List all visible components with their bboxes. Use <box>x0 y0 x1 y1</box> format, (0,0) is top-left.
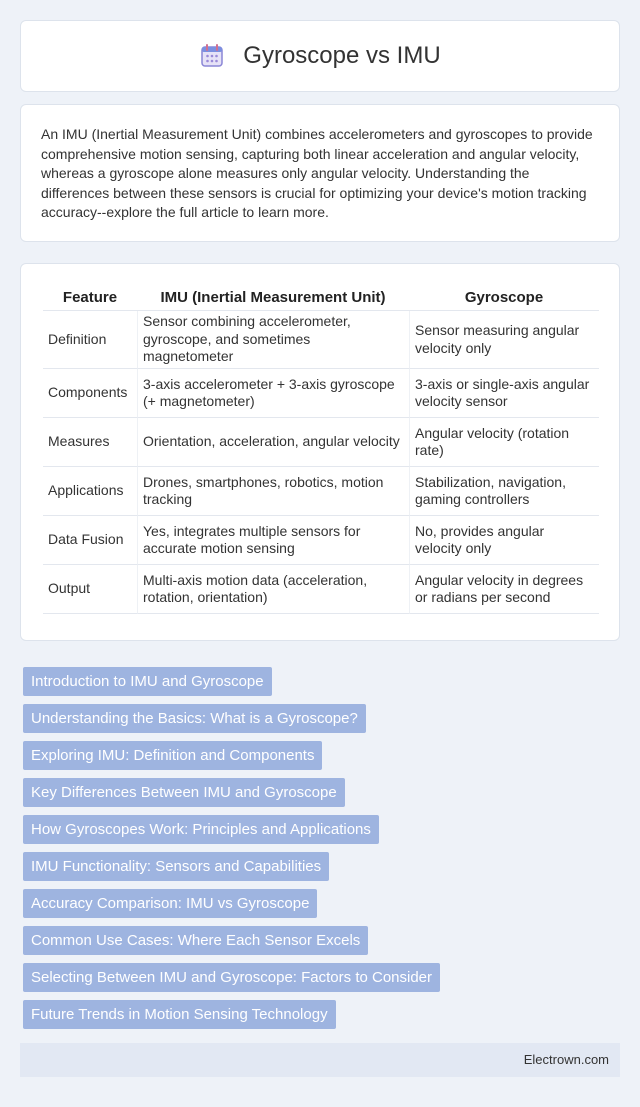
table-cell-gyroscope: Stabilization, navigation, gaming controllers <box>409 467 599 516</box>
header-imu: IMU (Inertial Measurement Unit) <box>137 284 409 311</box>
table-cell-imu: Orientation, acceleration, angular velocity <box>137 418 409 467</box>
table-cell-gyroscope: No, provides angular velocity only <box>409 516 599 565</box>
footer-brand: Electrown.com <box>523 1052 609 1067</box>
table-row <box>43 467 599 516</box>
toc-link-how-gyroscopes-work[interactable]: How Gyroscopes Work: Principles and Applications <box>23 815 379 844</box>
intro-card <box>20 104 620 242</box>
header-card <box>20 20 620 92</box>
toc-link-basics-gyroscope[interactable]: Understanding the Basics: What is a Gyroscope? <box>23 704 366 733</box>
header-feature: Feature <box>43 284 137 311</box>
table-cell-gyroscope: Sensor measuring angular velocity only <box>409 311 599 369</box>
calendar-icon <box>199 43 225 69</box>
page-title: Gyroscope vs IMU <box>243 42 441 69</box>
table-cell-feature: Data Fusion <box>43 516 137 565</box>
toc-link-selecting[interactable]: Selecting Between IMU and Gyroscope: Factors to Consider <box>23 963 440 992</box>
toc-link-introduction[interactable]: Introduction to IMU and Gyroscope <box>23 667 272 696</box>
table-cell-imu: 3-axis accelerometer + 3-axis gyroscope (+ magnetometer) <box>137 369 409 418</box>
toc-link-key-differences[interactable]: Key Differences Between IMU and Gyroscope <box>23 778 345 807</box>
comparison-table <box>43 284 599 614</box>
table-cell-gyroscope: Angular velocity in degrees or radians per second <box>409 565 599 614</box>
table-row <box>43 418 599 467</box>
table-cell-imu: Drones, smartphones, robotics, motion tracking <box>137 467 409 516</box>
toc-link-common-use-cases[interactable]: Common Use Cases: Where Each Sensor Excels <box>23 926 368 955</box>
table-cell-imu: Multi-axis motion data (acceleration, rotation, orientation) <box>137 565 409 614</box>
table-header-row <box>43 284 599 311</box>
toc-link-exploring-imu[interactable]: Exploring IMU: Definition and Components <box>23 741 322 770</box>
intro-text: An IMU (Inertial Measurement Unit) combines accelerometers and gyroscopes to provide comprehensive motion sensing, capturing both linear acceleration and angular velocity, whereas a gyroscope alone measures only angular velocity. Understanding the differences between these sensors is crucial for optimizing your device's motion tracking accuracy--explore the full article to learn more. <box>41 126 593 220</box>
footer <box>20 1043 620 1077</box>
table-cell-imu: Sensor combining accelerometer, gyroscope, and sometimes magnetometer <box>137 311 409 369</box>
header-gyroscope: Gyroscope <box>409 284 599 311</box>
table-row <box>43 311 599 369</box>
toc-link-future-trends[interactable]: Future Trends in Motion Sensing Technology <box>23 1000 336 1029</box>
table-cell-feature: Applications <box>43 467 137 516</box>
table-cell-feature: Definition <box>43 311 137 369</box>
table-cell-imu: Yes, integrates multiple sensors for accurate motion sensing <box>137 516 409 565</box>
table-cell-gyroscope: 3-axis or single-axis angular velocity sensor <box>409 369 599 418</box>
table-cell-gyroscope: Angular velocity (rotation rate) <box>409 418 599 467</box>
title-wrap <box>199 42 440 70</box>
table-row <box>43 565 599 614</box>
toc-link-accuracy-comparison[interactable]: Accuracy Comparison: IMU vs Gyroscope <box>23 889 317 918</box>
toc-link-imu-functionality[interactable]: IMU Functionality: Sensors and Capabilities <box>23 852 329 881</box>
table-row <box>43 369 599 418</box>
table-cell-feature: Components <box>43 369 137 418</box>
table-row <box>43 516 599 565</box>
comparison-table-card <box>20 263 620 641</box>
table-cell-feature: Output <box>43 565 137 614</box>
table-cell-feature: Measures <box>43 418 137 467</box>
